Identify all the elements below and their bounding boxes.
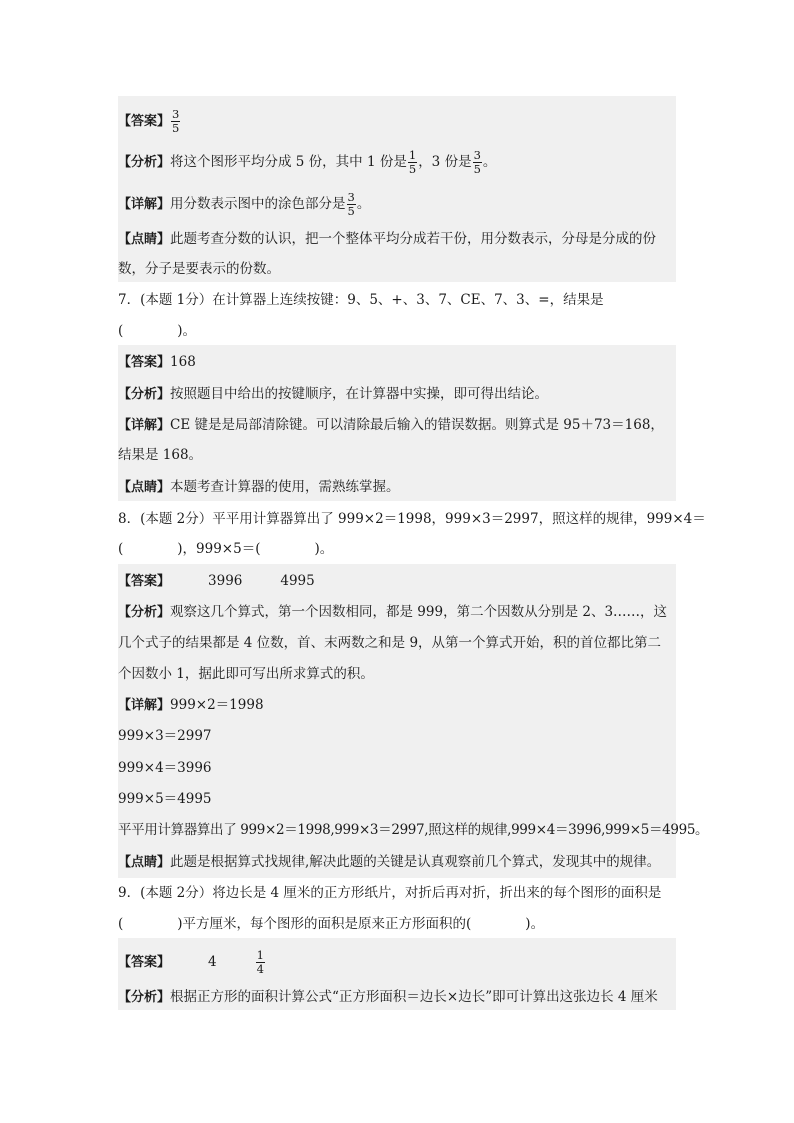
q8-comment-line: 【点睛】此题是根据算式找规律,解决此题的关键是认真观察前几个算式，发现其中的规律。 [118, 854, 661, 870]
detail-tag: 【详解】 [118, 197, 171, 212]
q8-detail-line-4: 999×5＝4995 [118, 791, 212, 807]
q9-stem-line-1: 9．(本题 2分）将边长是 4 厘米的正方形纸片，对折后再对折，折出来的每个图形的面积是 [118, 885, 662, 901]
q6-comment-line-2: 数，分子是要表示的份数。 [118, 261, 280, 277]
q7-comment-line: 【点睛】本题考查计算器的使用，需熟练掌握。 [118, 479, 400, 495]
q8-stem-line-1: 8．(本题 2分）平平用计算器算出了 999×2＝1998，999×3＝2997，照这样的规律，999×4＝ [118, 511, 706, 527]
q6-comment-line-1: 【点睛】此题考查分数的认识，把一个整体平均分成若干份，用分数表示，分母是分成的份 [118, 231, 657, 247]
q9-stem-line-2: ( )平方厘米，每个图形的面积是原来正方形面积的( )。 [118, 916, 545, 932]
q6-fraction-three-fifths: $\frac{3}{5}$ [473, 148, 481, 176]
q8-detail-line-3: 999×4＝3996 [118, 760, 212, 776]
analysis-tag: 【分析】 [118, 155, 171, 170]
comment-tag: 【点睛】 [118, 232, 171, 247]
q6-detail-line: 【详解】用分数表示图中的涂色部分是 $\frac{3}{5}$ 。 [118, 190, 371, 218]
q8-detail-line-1: 【详解】999×2＝1998 [118, 697, 264, 713]
q7-detail-line-2: 结果是 168。 [118, 447, 203, 463]
q6-fraction-one-fifth: $\frac{1}{5}$ [408, 148, 417, 176]
q8-analysis-line-2: 几个式子的结果都是 4 位数，首、末两数之和是 9，从第一个算式开始，积的首位都比第二 [118, 635, 662, 651]
q9-analysis-line: 【分析】根据正方形的面积计算公式“正方形面积＝边长×边长”即可计算出这张边长 4 厘米 [118, 989, 658, 1005]
q8-detail-line-5: 平平用计算器算出了 999×2＝1998,999×3＝2997,照这样的规律,999×4＝3996,999×5＝4995。 [118, 822, 709, 838]
q7-analysis-line: 【分析】按照题目中给出的按键顺序，在计算器中实操，即可得出结论。 [118, 386, 549, 402]
q7-stem-line-2: ( )。 [118, 323, 197, 339]
q6-answer-fraction: $\frac{3}{5}$ [172, 107, 180, 135]
q6-analysis-line: 【分析】将这个图形平均分成 5 份，其中 1 份是 $\frac{1}{5}$ ，3 份是 $\frac{3}{5}$ 。 [118, 148, 497, 176]
q9-answer-fraction: $\frac{1}{4}$ [256, 948, 264, 976]
q6-answer-line [118, 108, 678, 135]
q7-detail-line-1: 【详解】CE 键是是局部清除键。可以清除最后输入的错误数据。则算式是 95＋73＝168， [118, 417, 664, 433]
answer-tag: 【答案】 [118, 114, 171, 129]
q8-answer-line: 【答案】 3996 4995 [118, 573, 315, 589]
q8-analysis-line-3: 个因数小 1，据此即可写出所求算式的积。 [118, 666, 374, 682]
q8-analysis-line-1: 【分析】观察这几个算式，第一个因数相同，都是 999，第二个因数从分别是 2、3……，这 [118, 604, 668, 620]
q7-answer-line: 【答案】168 [118, 354, 196, 370]
q7-stem-line-1: 7．(本题 1分）在计算器上连续按键：9、5、+、3、7、CE、7、3、=，结果是 [118, 292, 604, 308]
q8-detail-line-2: 999×3＝2997 [118, 728, 212, 744]
q8-stem-line-2: ( )，999×5＝( )。 [118, 541, 334, 557]
q9-answer-line: 【答案】 4 $\frac{1}{4}$ [118, 948, 264, 976]
q6-detail-fraction: $\frac{3}{5}$ [347, 190, 355, 218]
